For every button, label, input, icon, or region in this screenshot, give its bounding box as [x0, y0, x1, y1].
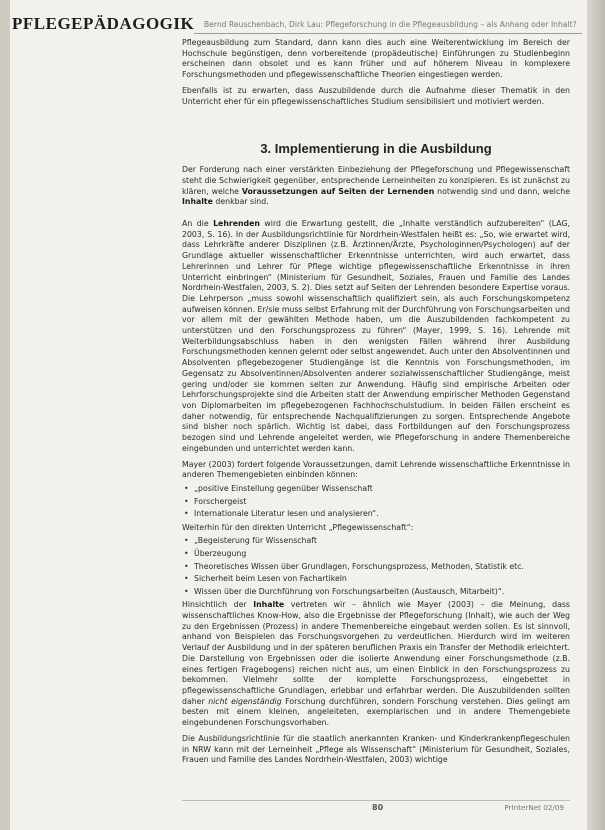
list-item: • Forschergeist [182, 497, 570, 508]
page-footer [182, 800, 570, 816]
list-item: • Theoretisches Wissen über Grundlagen, Forschungsprozess, Methoden, Statistik etc. [182, 562, 570, 573]
header-rule [194, 33, 582, 34]
issue-label: PrInterNet 02/09 [504, 803, 564, 812]
list-item: • Sicherheit beim Lesen von Fachartikeln [182, 574, 570, 585]
journal-brand: PFLEGEPÄDAGOGIK [12, 14, 195, 33]
section3-paragraph-1: Der Forderung nach einer verstärkten Einbeziehung der Pflegeforschung und Pflegewissenschaft steht die Schwierigkeit gegenüber, entsprechende Lerneinheiten zu konzipieren. Es ist zunächst zu klären, welche Voraussetzungen auf Seiten der Lernenden notwendig sind und dann, welche Inhalte denkbar sind. [182, 165, 570, 207]
list-item: • „Begeisterung für Wissenschaft [182, 536, 570, 547]
page-header [12, 8, 585, 36]
intro-paragraph-1: Pflegeausbildung zum Standard, dann kann dies auch eine Weiterentwicklung im Bereich der Hochschule begünstigen, denn vorbereitende (propädeutische) Einführungen zu Studienbeginn erscheinen dann obsolet und es kann früher und auf höherem Niveau in komplexere Forschungsmethoden und pflegewissenschaftliche Theorien eingestiegen werden. [182, 38, 570, 80]
list2-intro: Weiterhin für den direkten Unterricht „Pflegewissenschaft“: [182, 522, 414, 532]
list-item: • Überzeugung [182, 549, 570, 560]
list-item: • Internationale Literatur lesen und analysieren“. [182, 509, 570, 520]
teaching-requirements-list [182, 536, 570, 597]
section3-paragraph-3: Hinsichtlich der Inhalte vertreten wir – ähnlich wie Mayer (2003) – die Meinung, dass wissenschaftliches Know-How, also die Ergebnisse der Pflegeforschung (Inhalt), wie auch der Weg zu den Ergebnissen (Prozess) in andere Themenbereiche eingebaut werden sollen. Es ist sinnvoll, anhand von Beispielen das Forschungsvorgehen zu verdeutlichen. Hierdurch wird im weiteren Verlauf der Ausbildung und in der späteren beruflichen Praxis ein Transfer der Methodik erleichtert. Die Darstellung von Ergebnissen oder die isolierte Anwendung einer Forschungsmethode (z.B. eines fertigen Fragebogens) reichen nicht aus, um einen Einblick in den Forschungsprozess zu bekommen. Vielmehr sollte der komplette Forschungsprozess, eingebettet in pflegewissenschaftliche Grundlagen, erlebbar und erfahrbar werden. Die Auszubildenden sollten daher nicht eigenständig Forschung durchführen, sondern Forschung verstehen. Dies gelingt am besten mit einem kleinen, angeleiteten, exemplarischen und in andere Themengebiete eingebundenen Forschungsvorhaben. [182, 600, 571, 728]
left-margin-column [12, 40, 174, 830]
list-item: • „positive Einstellung gegenüber Wissenschaft [182, 484, 570, 495]
requirements-list [182, 484, 570, 520]
section-heading: 3. Implementierung in die Ausbildung [260, 141, 492, 157]
list-item: • Wissen über die Durchführung von Forschungsarbeiten (Austausch, Mitarbeit)“. [182, 587, 570, 598]
main-text-column [182, 38, 570, 766]
intro-paragraph-2: Ebenfalls ist zu erwarten, dass Auszubildende durch die Aufnahme dieser Thematik in den Unterricht eher für ein pflegewissenschaftliches Studium sensibilisiert und motiviert werden. [182, 85, 570, 106]
section3-paragraph-4: Die Ausbildungsrichtlinie für die staatlich anerkannten Kranken- und Kinderkrankenpflegeschulen in NRW kann mit der Lerneinheit „Pflege als Wissenschaft“ (Ministerium für Gesundheit, Soziales, Frauen und Familie des Landes Nordrhein-Westfalen, 2003) wichtige [182, 733, 570, 765]
page-number: 80 [372, 803, 384, 812]
footer-rule [182, 800, 570, 801]
running-title: Bernd Reuschenbach, Dirk Lau: Pflegeforschung in die Pflegeausbildung – als Anhang oder Inhalt? [204, 20, 577, 29]
section3-paragraph-2: An die Lehrenden wird die Erwartung gestellt, die „Inhalte verständlich aufzubereiten“ (LAG, 2003, S. 16). In der Ausbildungsrichtlinie für Nordrhein-Westfalen heißt es: „So, wie erwartet wird, dass Lehrkräfte anderer Disziplinen (z.B. Ärztinnen/Ärzte, Psychologinnen/Psychologen) auf der Grundlage aktueller wissenschaftlicher Erkenntnisse unterrichten, wird auch erwartet, dass Lehrerinnen und Lehrer für Pflege wichtige pflegewissenschaftliche Erkenntnisse in ihren Unterricht einbringen“ (Ministerium für Gesundheit, Soziales, Frauen und Familie des Landes Nordrhein-Westfalen, 2003, S. 2). Dies setzt auf Seiten der Lehrenden besondere Expertise voraus. Die Lehrperson „muss sowohl wissenschaftlich qualifiziert sein, als auch Forschungskompetenz aufweisen können. Er/sie muss selbst Erfahrung mit der Durchführung von Forschungsarbeiten und vor allem mit der gewählten Methode haben, um die Auszubildenden fachkompetent zu unterstützen und den Forschungsprozess zu führen“ (Mayer, 1999, S. 16). Lehrende mit Weiterbildungsabschluss haben in den wenigsten Fällen während ihrer Ausbildung Forschungsmethoden kennen gelernt oder selbst angewendet. Auch unter den Absolventinnen und Absolventen pflegebezogener Studiengänge ist die Kenntnis von Forschungsmethoden, im Gegensatz zu Absolventinnen/Absolventen anderer sozialwissenschaftlicher Studiengänge, meist gering und/oder sie kommen selten zur Anwendung. Häufig sind empirische Arbeiten oder Lehrforschungsprojekte sind die Arbeiten statt der Anwendung empirischer Methoden Gegenstand von Diplomarbeiten im pflegebezogenen Fachhochschulstudium. In beiden Fällen erscheint es daher notwendig, für entsprechende Nachqualifizierungen zu sorgen. Entsprechende Angebote sind bisher noch spärlich. Wichtig ist dabei, dass Fortbildungen auf den Forschungsprozess bezogen sind und Lehrende angeleitet werden, wie Pflegeforschung in andere Themenbereiche eingebunden und unterrichtet werden kann. [182, 219, 570, 453]
page-edge-right [587, 0, 605, 830]
mayer-intro: Mayer (2003) fordert folgende Voraussetzungen, damit Lehrende wissenschaftliche Erkenntnisse in anderen Themengebieten einbinden können: [182, 459, 570, 480]
page-edge-left [0, 0, 10, 830]
section-spacer [182, 107, 570, 141]
